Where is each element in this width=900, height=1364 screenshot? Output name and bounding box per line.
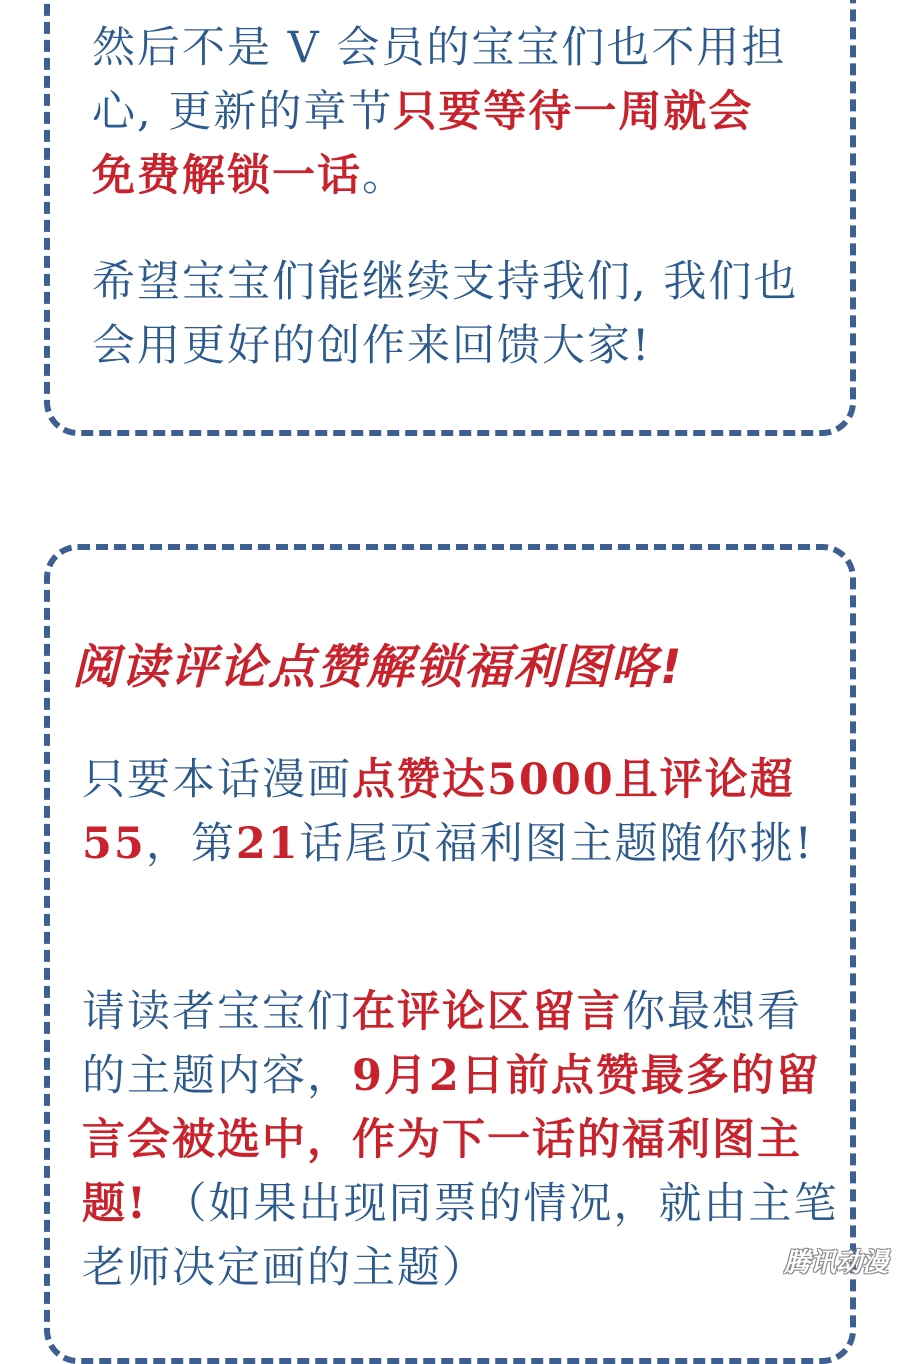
instruction-text: 请读者宝宝们 — [82, 987, 352, 1037]
deadline-highlight: 9月2日前点赞最多的留言会被选中，作为下一话的福利图主题! — [82, 1051, 821, 1229]
condition-text-2: ，第 — [145, 819, 236, 869]
comment-area-highlight: 在评论区留言 — [352, 987, 622, 1037]
notice-paragraph-free-unlock — [92, 16, 792, 208]
notice-text: 然后不是 V 会员的宝宝们也不用担心, 更新的章节 — [92, 23, 787, 137]
event-paragraph-instructions — [82, 980, 842, 1300]
condition-text-3: 话尾页福利图主题随你挑! — [299, 819, 814, 869]
notice-text-end: 。 — [362, 151, 407, 201]
notice-paragraph-support: 希望宝宝们能继续支持我们, 我们也会用更好的创作来回馈大家! — [92, 257, 799, 371]
tencent-comic-watermark: 腾讯动漫 — [783, 1248, 888, 1278]
condition-highlight: 点赞达5000且评论超55 — [82, 755, 795, 869]
event-paragraph-condition — [82, 748, 842, 876]
chapter-number: 21 — [235, 819, 300, 869]
event-heading: 阅读评论点赞解锁福利图咯! — [72, 640, 684, 695]
instruction-text-2: 你最想看的主题内容， — [82, 987, 802, 1101]
condition-text: 只要本话漫画 — [82, 755, 352, 805]
tie-note: （如果出现同票的情况，就由主笔老师决定画的主题） — [82, 1179, 839, 1293]
free-unlock-highlight: 只要等待一周就会免费解锁一话 — [92, 87, 754, 201]
